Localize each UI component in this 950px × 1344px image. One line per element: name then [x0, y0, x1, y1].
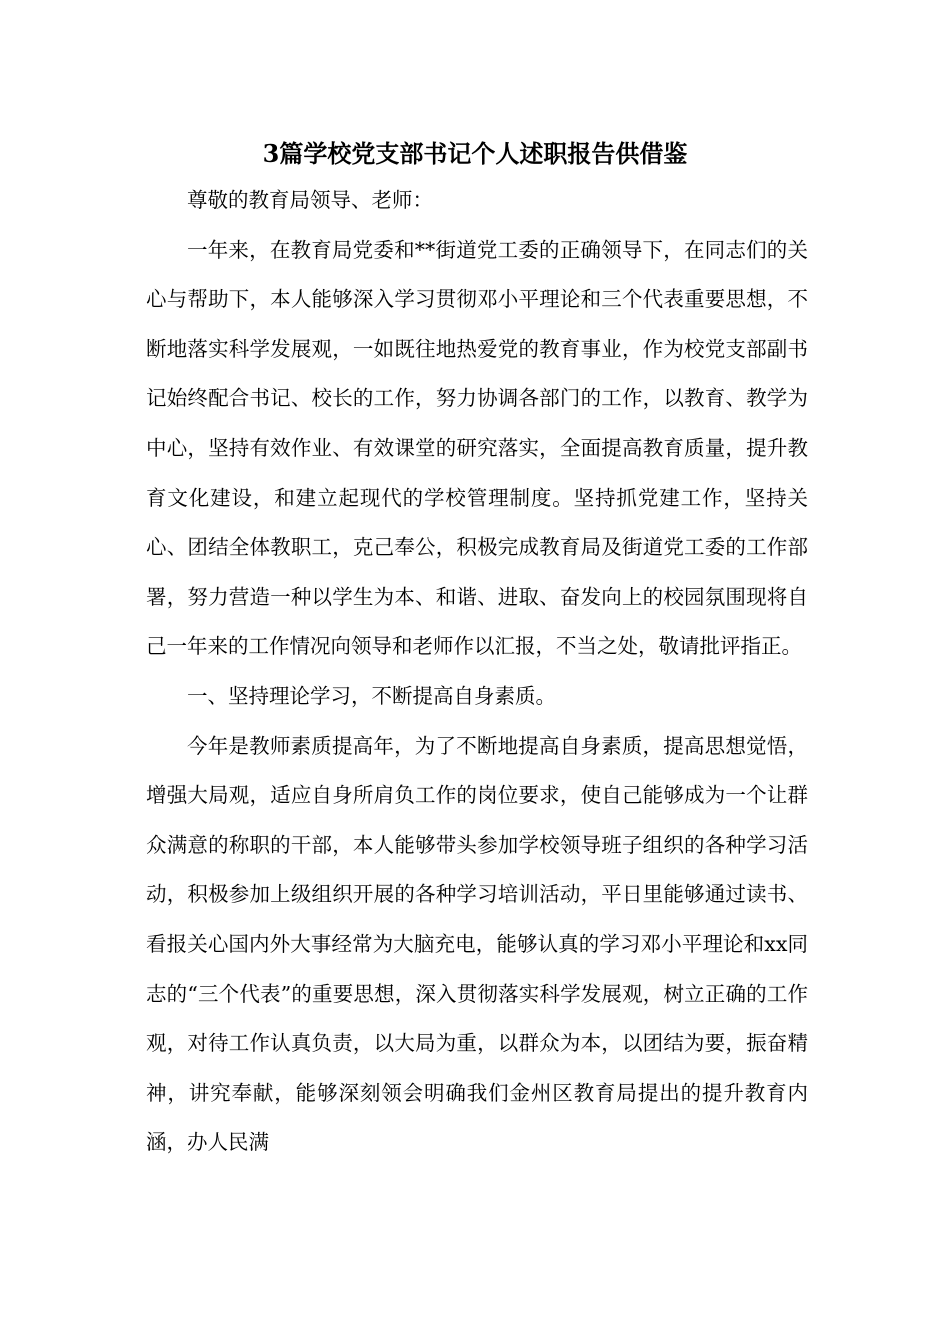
- paragraph-intro: 一年来，在教育局党委和**街道党工委的正确领导下，在同志们的关心与帮助下，本人能够深入学习贯彻邓小平理论和三个代表重要思想，不断地落实科学发展观，一如既往地热爱党的教育事业，作为校党支部副书记始终配合书记、校长的工作，努力协调各部门的工作，以教育、教学为中心，坚持有效作业、有效课堂的研究落实，全面提高教育质量，提升教育文化建设，和建立起现代的学校管理制度。坚持抓党建工作，坚持关心、团结全体教职工，克己奉公，积极完成教育局及街道党工委的工作部署，努力营造一种以学生为本、和谐、进取、奋发向上的校园氛围现将自己一年来的工作情况向领导和老师作以汇报，不当之处，敬请批评指正。: [146, 237, 808, 659]
- section-heading-1: 一、坚持理论学习，不断提高自身素质。: [187, 683, 556, 708]
- salutation: 尊敬的教育局领导、老师：: [187, 188, 433, 212]
- document-title: 3篇学校党支部书记个人述职报告供借鉴: [262, 139, 688, 168]
- document-body: [146, 176, 808, 1168]
- paragraph-study: 今年是教师素质提高年，为了不断地提高自身素质，提高思想觉悟，增强大局观，适应自身所肩负工作的岗位要求，使自己能够成为一个让群众满意的称职的干部，本人能够带头参加学校领导班子组织的各种学习活动，积极参加上级组织开展的各种学习培训活动，平日里能够通过读书、看报关心国内外大事经常为大脑充电，能够认真的学习邓小平理论和xx同志的“三个代表”的重要思想，深入贯彻落实科学发展观，树立正确的工作观，对待工作认真负责，以大局为重，以群众为本，以团结为要，振奋精神，讲究奉献，能够深刻领会明确我们金州区教育局提出的提升教育内涵，办人民满: [146, 733, 808, 1155]
